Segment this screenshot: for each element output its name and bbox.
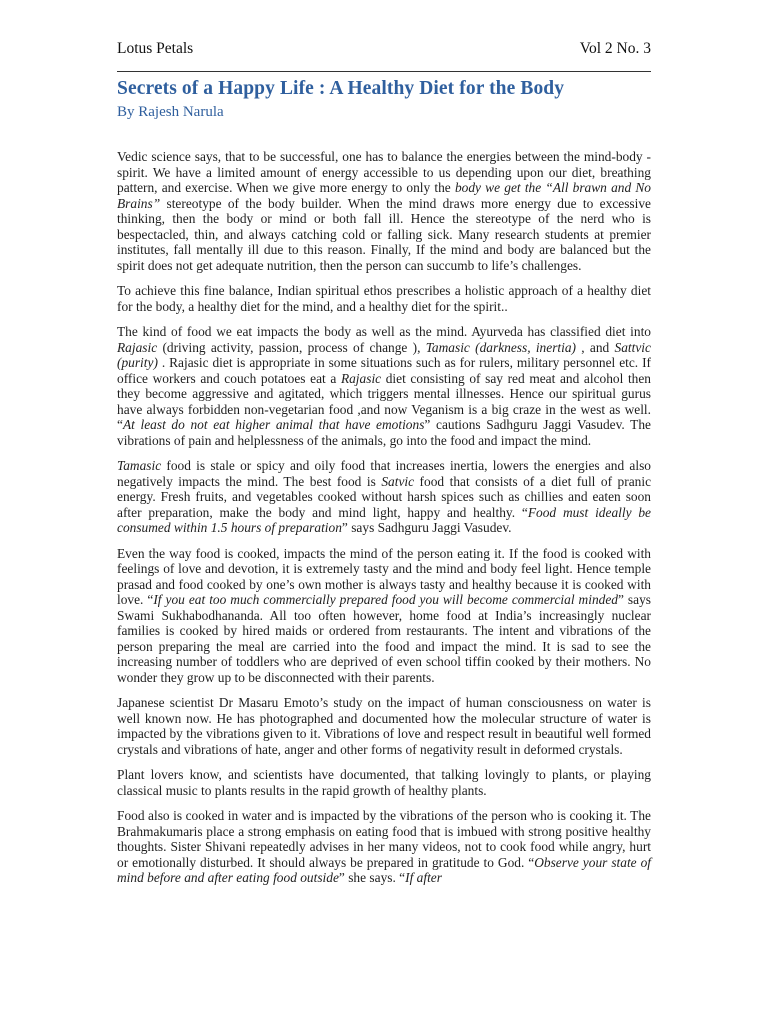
paragraph <box>117 149 651 273</box>
italic-text: Satvic <box>381 473 415 489</box>
paragraph <box>117 695 651 757</box>
text-run: . Rajasic diet is appropriate in some situations such as for rulers, military personnel etc. If office workers and couch potatoes eat a <box>117 355 651 386</box>
text-run: Plant lovers know, and scientists have documented, that talking lovingly to plants, or playing classical music to plants results in the rapid growth of healthy plants. <box>117 767 651 798</box>
italic-text: Food must ideally be consumed within 1.5 hours of preparation <box>117 504 651 535</box>
text-run: Food also is cooked in water and is impacted by the vibrations of the person who is cooking it. The Brahmakumaris place a strong emphasis on eating food that is imbued with strong positive healthy thoughts. Sister Shivani repeatedly advises in her many videos, not to cook food while angry, hurt or emotionally disturbed. It should always be prepared in gratitude to God. “ <box>117 808 651 870</box>
running-header <box>117 40 651 72</box>
text-run: , and <box>576 339 615 355</box>
article-body <box>117 149 651 886</box>
publication-name: Lotus Petals <box>117 40 194 57</box>
issue-number: Vol 2 No. 3 <box>579 40 651 57</box>
italic-text: Tamasic (darkness, inertia) <box>425 339 577 355</box>
text-run: Japanese scientist Dr Masaru Emoto’s study on the impact of human consciousness on water is well known now. He has photographed and documented how the molecular structure of water is impacted by the vibrations given to it. Vibrations of love and respect result in beautiful well formed crystals and vibrations of hate, anger and other forms of negativity result in deformed crystals. <box>117 695 651 757</box>
text-run: ” cautions Sadhguru Jaggi Vasudev. The vibrations of pain and helplessness of the animals, go into the food and impact the mind. <box>117 417 651 448</box>
text-run: The kind of food we eat impacts the body as well as the mind. Ayurveda has classified diet into <box>117 324 651 339</box>
text-run: stereotype of the body builder. When the mind draws more energy due to excessive thinking, then the body or mind or both fall ill. Hence the stereotype of the nerd who is bespectacled, thin, and always catching cold or falling sick. Many research students at premier institutes, fall mentally ill due to this reason. Finally, If the mind and body are balanced but the spirit does not get adequate nutrition, then the person can succumb to life’s challenges. <box>117 195 651 273</box>
article-title: Secrets of a Happy Life : A Healthy Diet for the Body <box>117 78 565 99</box>
text-run: ” says Sadhguru Jaggi Vasudev. <box>341 520 512 535</box>
italic-text: Sattvic (purity) <box>117 339 651 370</box>
italic-text: Rajasic <box>340 370 382 386</box>
paragraph <box>117 283 651 314</box>
paragraph <box>117 458 651 536</box>
italic-text: body we get the “All brawn and No Brains” <box>117 180 651 211</box>
paragraph <box>117 324 651 448</box>
italic-text: Observe your state of mind before and after eating food outside <box>117 854 651 885</box>
italic-text: If you eat too much commercially prepared food you will become commercial minded <box>153 592 618 607</box>
text-run: ” she says. “ <box>338 870 406 885</box>
italic-text: Rajasic <box>117 339 158 355</box>
text-run: (driving activity, passion, process of change ), <box>157 339 426 355</box>
paragraph <box>117 808 651 886</box>
italic-text: At least do not eat higher animal that have emotions <box>122 417 425 432</box>
text-run: To achieve this fine balance, Indian spiritual ethos prescribes a holistic approach of a healthy diet for the body, a healthy diet for the mind, and a healthy diet for the spirit.. <box>117 283 651 314</box>
paragraph <box>117 767 651 798</box>
text-run: food that consists of a diet full of pranic energy. Fresh fruits, and vegetables cooked without harsh spices such as chillies and eaten soon after preparation, make the body and mind light, happy and healthy. “ <box>117 473 652 520</box>
article-byline: By Rajesh Narula <box>117 104 224 120</box>
text-run: Vedic science says, that to be successful, one has to balance the energies between the mind-body - spirit. We have a limited amount of energy accessible to us depending upon our diet, breathing pattern, and exercise. When we give more energy to only the <box>117 149 651 195</box>
text-run: food is stale or spicy and oily food that increases inertia, lowers the energies and also negatively impacts the mind. The best food is <box>117 458 651 489</box>
text-run: diet consisting of say red meat and alcohol then they become aggressive and agitated, which triggers mental illnesses. Hence our spiritual gurus have always forbidden non-vegetarian food ,and now Veganism is a big craze in the west as well. “ <box>117 370 651 432</box>
italic-text: If after <box>405 870 442 885</box>
text-run: Even the way food is cooked, impacts the mind of the person eating it. If the food is cooked with feelings of love and devotion, it is extremely tasty and the mind and body feel light. Hence temple prasad and food cooked by one’s own mother is always tasty and healthy because it is cooked with love. “ <box>117 545 651 607</box>
paragraph <box>117 546 651 686</box>
italic-text: Tamasic <box>117 458 162 473</box>
text-run: ” says Swami Sukhabodhananda. All too often however, home food at India’s increasingly nuclear families is cooked by hired maids or ordered from restaurants. The intent and vibrations of the person preparing the meal are carried into the food and impact the mind. It is sad to see the increasing number of toddlers who are deprived of even school tiffin cooked by their mothers. No wonder they grow up to be disconnected with their parents. <box>117 592 651 685</box>
